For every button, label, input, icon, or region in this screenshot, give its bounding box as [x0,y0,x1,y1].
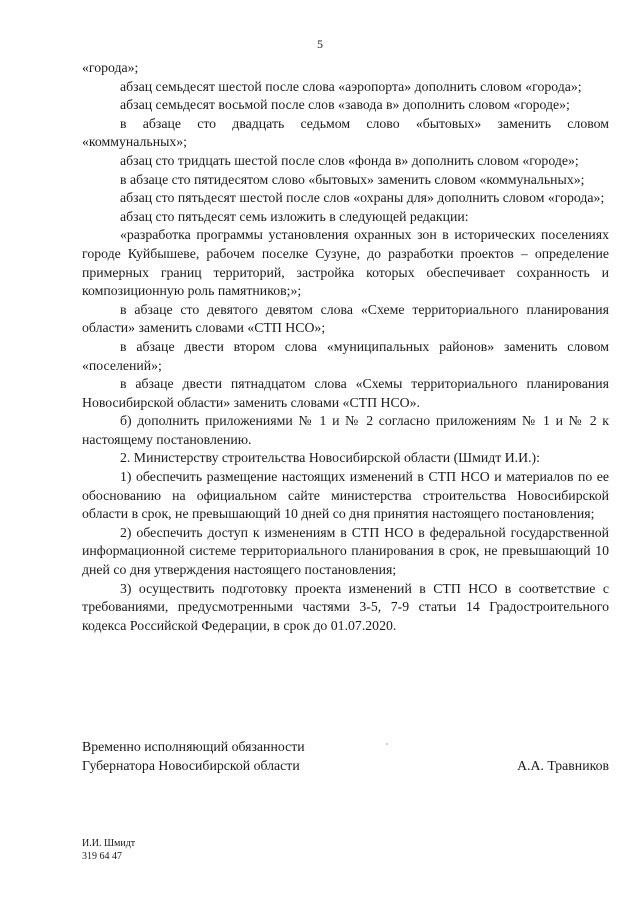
body-paragraph: 2) обеспечить доступ к изменениям в СТП НСО в федеральной государственной информационной системе территориального планирования в срок, не превышающий 10 дней со дня утверждения настоящего постановления; [82,524,609,578]
body-paragraph: абзац сто пятьдесят семь изложить в следующей редакции: [120,208,469,224]
signatory-position-line1: Временно исполняющий обязанности [82,739,305,754]
scan-speck [386,743,388,745]
body-paragraph: абзац семьдесят шестой после слова «аэропорта» дополнить словом «города»; [120,78,582,94]
page-number: 5 [317,37,323,51]
body-paragraph: в абзаце сто девятого девятом слова «Схеме территориального планирования области» заменить словами «СТП НСО»; [82,301,609,336]
signatory-position-line2: Губернатора Новосибирской области [82,758,300,773]
body-paragraph: абзац сто тридцать шестой после слов «фонда в» дополнить словом «городе»; [120,152,579,168]
body-paragraph: абзац семьдесят восьмой после слов «завода в» дополнить словом «городе»; [120,97,570,113]
author-phone: 319 64 47 [82,851,122,862]
body-paragraph: «разработка программы установления охранных зон в исторических поселениях городе Куйбышеве, рабочем поселке Сузуне, до разработки проектов – определение примерных границ территорий, застройка которых обеспечивает сохранность и композиционную роль памятников;»; [82,227,609,299]
body-paragraph: 1) обеспечить размещение настоящих изменений в СТП НСО и материалов по ее обоснованию на официальном сайте министерства строительства Новосибирской области в срок, не превышающий 10 дней со дня принятия настоящего постановления; [82,469,609,522]
author-block [82,837,135,863]
body-paragraph: в абзаце сто двадцать седьмом слово «бытовых» заменить словом «коммунальных»; [82,115,609,150]
document-body [82,59,609,635]
body-paragraph: б) дополнить приложениями № 1 и № 2 согласно приложениям № 1 и № 2 к настоящему постановлению. [82,413,609,447]
body-paragraph: 3) осуществить подготовку проекта изменений в СТП НСО в соответствие с требованиями, предусмотренными частями 3-5, 7-9 статьи 14 Градостроительного кодекса Российской Федерации, в срок до 01.07.2020. [82,580,609,633]
body-paragraph: в абзаце двести пятнадцатом слова «Схемы территориального планирования Новосибирской области» заменить словами «СТП НСО». [82,376,609,410]
signatory-name: А.А. Травников [517,758,609,773]
author-name: И.И. Шмидт [82,838,136,849]
body-paragraph: в абзаце сто пятидесятом слово «бытовых» заменить словом «коммунальных»; [120,171,585,187]
body-paragraph: в абзаце двести втором слова «муниципальных районов» заменить словом «поселений»; [82,338,609,373]
body-paragraph: абзац сто пятьдесят шестой после слов «охраны для» дополнить словом «города»; [120,190,605,206]
body-paragraph: 2. Министерству строительства Новосибирской области (Шмидт И.И.): [120,450,540,466]
body-paragraph: «города»; [82,60,139,75]
signature-block [82,737,609,775]
